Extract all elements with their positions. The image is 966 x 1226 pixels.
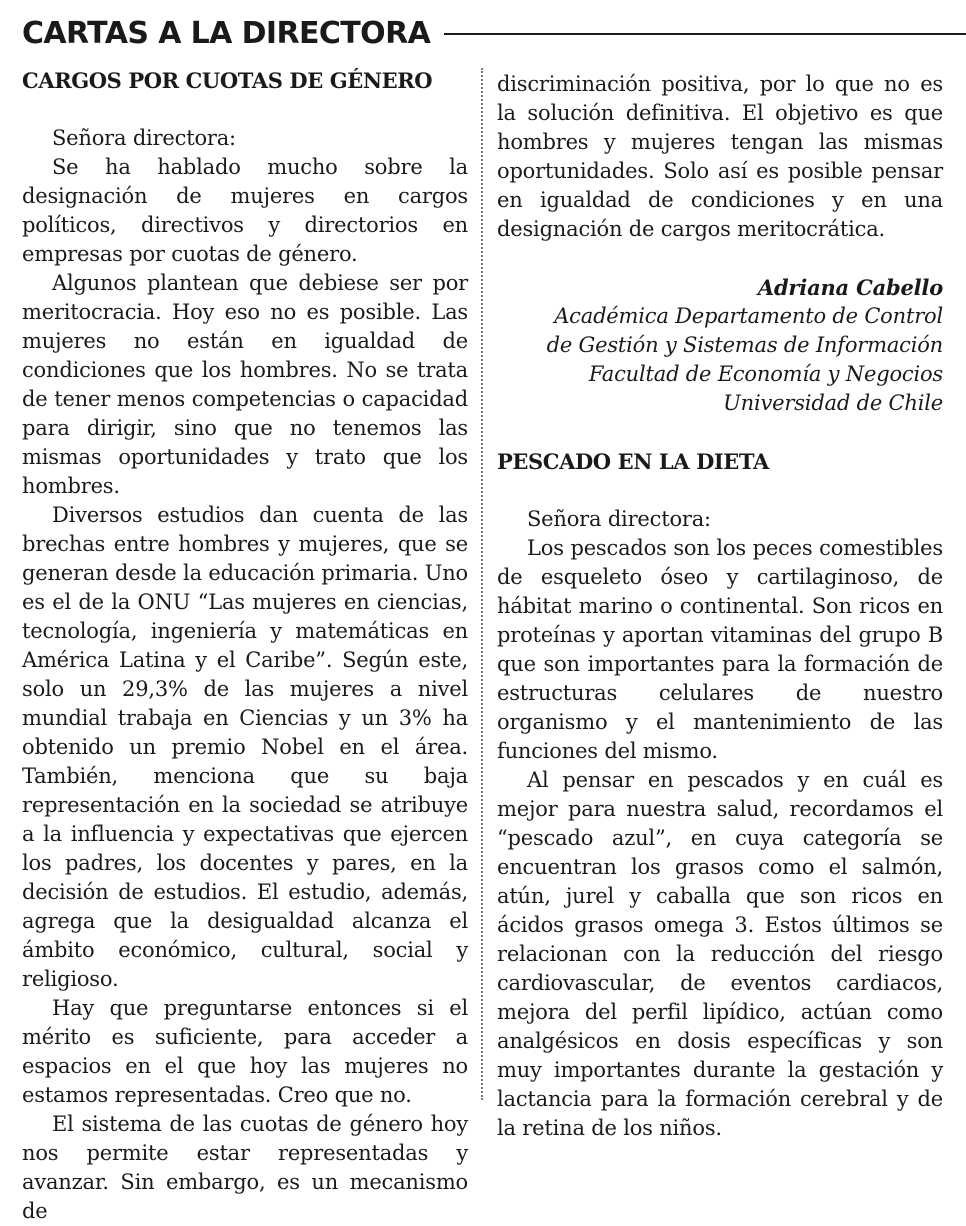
letter-paragraph: Se ha hablado mucho sobre la designación de mujeres en cargos políticos, directivos y directorios en empresas por cuotas de género.	[22, 155, 468, 266]
letter-paragraph: Al pensar en pescados y en cuál es mejor para nuestra salud, recordamos el “pescado azul”, en cuya categoría se encuentran los grasos como el salmón, atún, jurel y caballa que son ricos en ácidos grasos omega 3. Estos últimos se relacionan con la reducción del riesgo cardiovascular, de eventos cardiacos, mejora del perfil lipídico, actúan como analgésicos en dosis específicas y son muy importantes durante la gestación y lactancia para la formación cerebral y de la retina de los niños.	[497, 768, 943, 1140]
letter-paragraph: El sistema de las cuotas de género hoy nos permite estar representadas y avanzar. Sin embargo, es un mecanismo de	[22, 1112, 468, 1223]
column-left	[22, 66, 468, 1226]
letter-paragraph: Diversos estudios dan cuenta de las brechas entre hombres y mujeres, que se generan desde la educación primaria. Uno es el de la ONU “Las mujeres en ciencias, tecnología, ingeniería y matemáticas en América Latina y el Caribe”. Según este, solo un 29,3% de las mujeres a nivel mundial trabaja en Ciencias y un 3% ha obtenido un premio Nobel en el área. También, menciona que su baja representación en la sociedad se atribuye a la influencia y expectativas que ejercen los padres, los docentes y pares, en la decisión de estudios. El estudio, además, agrega que la desigualdad alcanza el ámbito económico, cultural, social y religioso.	[22, 503, 468, 991]
signature-name: Adriana Cabello	[757, 275, 943, 300]
signature-line: de Gestión y Sistemas de Información	[546, 333, 943, 357]
letter-paragraph: Hay que preguntarse entonces si el mérito es suficiente, para acceder a espacios en el que hoy las mujeres no estamos representadas. Creo que no.	[22, 996, 468, 1107]
letter-title: CARGOS POR CUOTAS DE GÉNERO	[22, 68, 433, 93]
letter-continuation: discriminación positiva, por lo que no es la solución definitiva. El objetivo es que hombres y mujeres tengan las mismas oportunidades. Solo así es posible pensar en igualdad de condiciones y en una designación de cargos meritocrática.	[497, 72, 943, 241]
letter-cargos	[22, 66, 468, 1226]
letter-pescado	[497, 447, 943, 1143]
section-title: CARTAS A LA DIRECTORA	[22, 16, 431, 51]
header-rule	[444, 33, 966, 35]
column-divider	[481, 68, 483, 1100]
letter-paragraph: Los pescados son los peces comestibles de esqueleto óseo y cartilaginoso, de hábitat marino o continental. Son ricos en proteínas y aportan vitaminas del grupo B que son importantes para la formación de estructuras celulares de nuestro organismo y el mantenimiento de las funciones del mismo.	[497, 536, 943, 763]
column-right	[497, 70, 943, 1143]
letter-salutation: Señora directora:	[52, 126, 236, 150]
signature-line: Facultad de Economía y Negocios	[588, 362, 943, 386]
section-header	[22, 12, 966, 56]
letter-title: PESCADO EN LA DIETA	[497, 449, 769, 474]
signature-line: Universidad de Chile	[723, 391, 943, 415]
letter-paragraph: Algunos plantean que debiese ser por meritocracia. Hoy eso no es posible. Las mujeres no están en igualdad de condiciones que los hombres. No se trata de tener menos competencias o capacidad para dirigir, sino que no tenemos las mismas oportunidades y trato que los hombres.	[22, 271, 468, 498]
signature-line: Académica Departamento de Control	[554, 304, 943, 328]
letter-salutation: Señora directora:	[527, 507, 711, 531]
letter-signature	[497, 273, 943, 418]
